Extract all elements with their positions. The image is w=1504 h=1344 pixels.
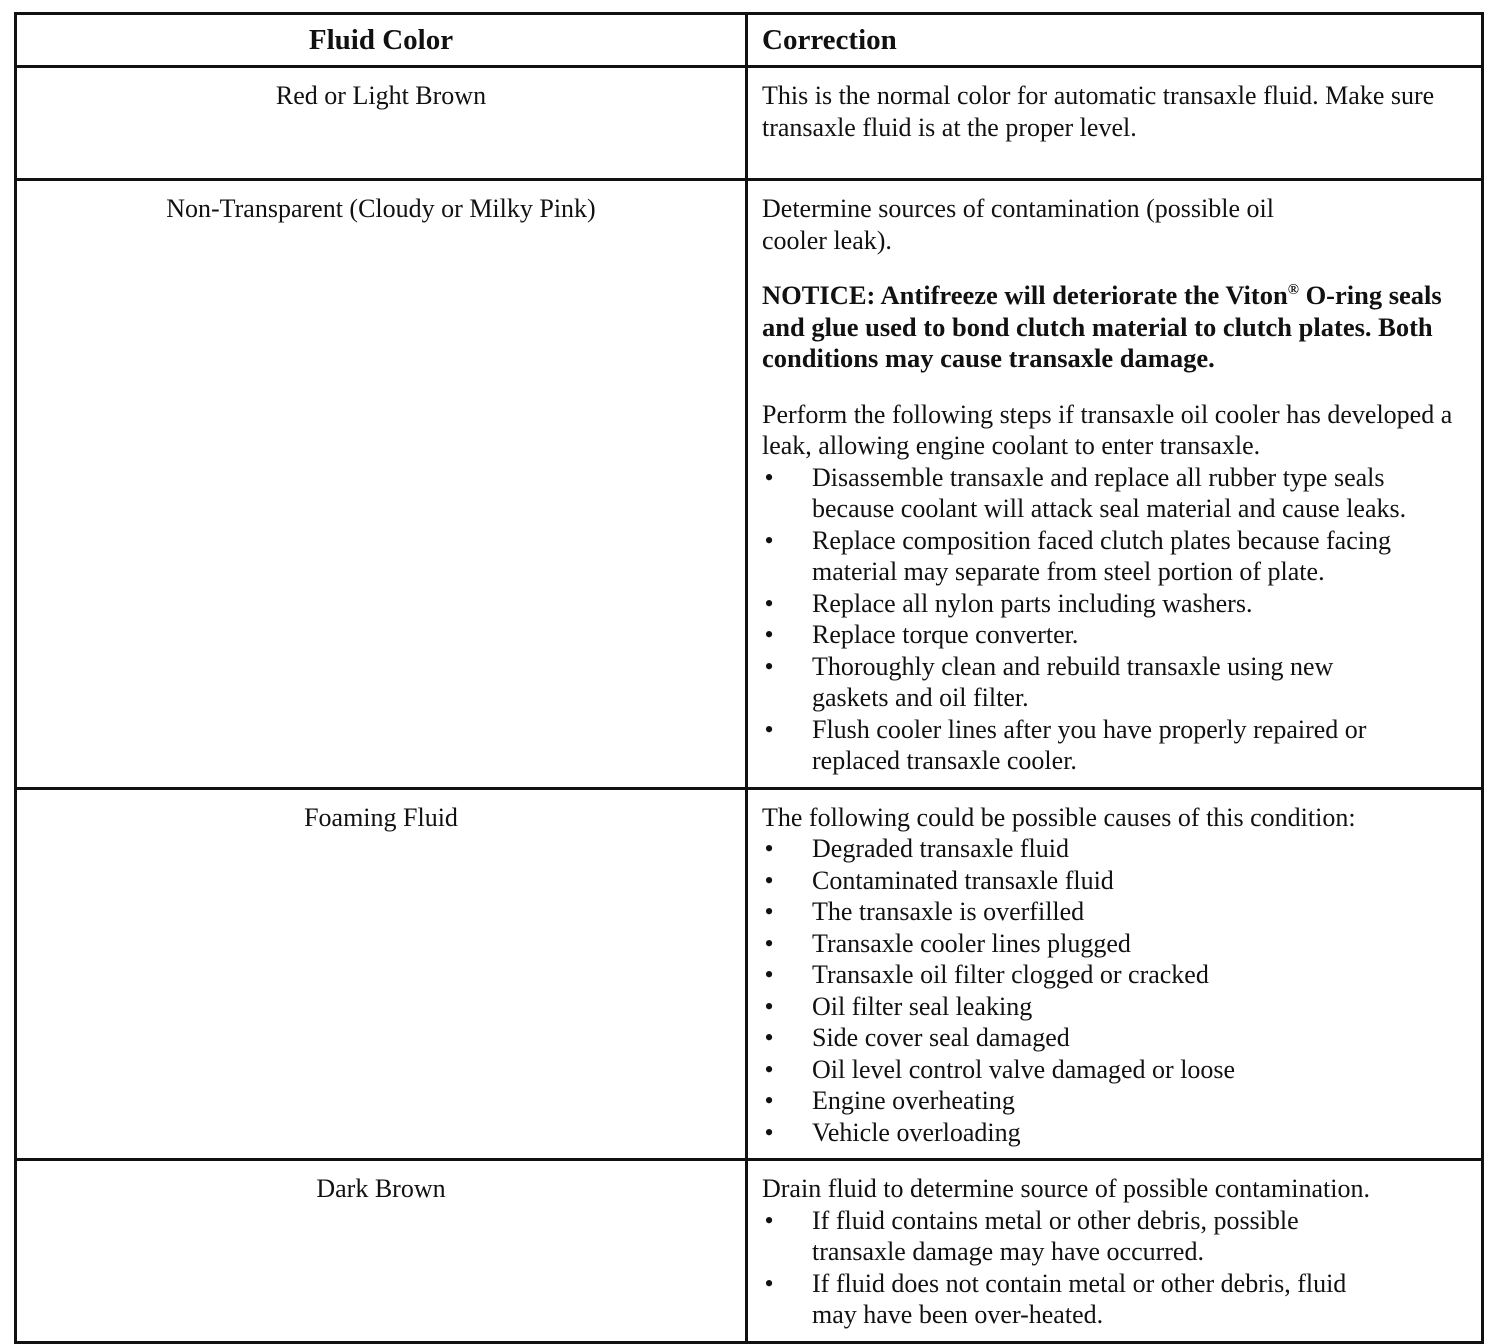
list-item — [762, 1268, 1392, 1331]
bullet-icon: • — [764, 525, 774, 555]
list-item — [762, 462, 1473, 525]
list-item — [762, 619, 1473, 651]
list-item-text: Transaxle oil filter clogged or cracked — [812, 960, 1209, 989]
list-item — [762, 1054, 1473, 1086]
list-item-text: Disassemble transaxle and replace all rubber type seals because coolant will attack seal material and cause leaks. — [812, 462, 1407, 523]
correction-cell — [747, 67, 1483, 180]
list-item — [762, 865, 1473, 897]
fluid-color-cell: Dark Brown — [16, 1160, 747, 1343]
correction-cell — [747, 180, 1483, 789]
bullet-icon: • — [764, 1023, 774, 1052]
notice-text-start: NOTICE: Antifreeze will deteriorate the Viton — [762, 280, 1288, 310]
list-item — [762, 1205, 1392, 1268]
notice-text-end: O-ring seals and glue used to bond clutch material to clutch plates. Both conditions may cause transaxle damage. — [762, 280, 1442, 373]
bullet-icon: • — [764, 1117, 774, 1147]
bullet-icon: • — [764, 714, 774, 744]
table-row — [16, 788, 1483, 1160]
list-item-text: Side cover seal damaged — [812, 1023, 1070, 1052]
causes-list — [762, 833, 1473, 1148]
bullet-icon: • — [764, 1205, 774, 1235]
list-item-text: If fluid does not contain metal or other debris, fluid may have been over-heated. — [812, 1268, 1347, 1329]
bullet-icon: • — [764, 865, 774, 895]
list-item-text: Replace composition faced clutch plates because facing material may separate from steel portion of plate. — [812, 525, 1391, 586]
list-item — [762, 833, 1473, 865]
list-item-text: Flush cooler lines after you have properly repaired or replaced transaxle cooler. — [812, 714, 1367, 775]
notice-text — [762, 280, 1473, 375]
list-item-text: Vehicle overloading — [812, 1117, 1021, 1147]
list-item — [762, 896, 1473, 928]
correction-text: Drain fluid to determine source of possible contamination. — [762, 1174, 1370, 1203]
list-item-text: Oil filter seal leaking — [812, 991, 1033, 1021]
bullet-icon: • — [764, 588, 774, 618]
table-row — [16, 67, 1483, 180]
list-item — [762, 1117, 1473, 1149]
list-item-text: Replace all nylon parts including washers. — [812, 588, 1253, 618]
fluid-color-table — [14, 12, 1484, 1344]
list-item — [762, 959, 1473, 991]
list-item — [762, 525, 1473, 588]
list-item — [762, 714, 1432, 777]
bullet-icon: • — [764, 462, 774, 492]
debris-list — [762, 1205, 1473, 1331]
fluid-color-cell: Foaming Fluid — [16, 788, 747, 1160]
list-item — [762, 1085, 1473, 1117]
fluid-color-header: Fluid Color — [16, 14, 747, 67]
bullet-icon: • — [764, 897, 774, 926]
correction-text: Determine sources of contamination (possible oil cooler leak). — [762, 194, 1274, 255]
list-item — [762, 1022, 1473, 1054]
list-item-text: Oil level control valve damaged or loose — [812, 1054, 1236, 1084]
bullet-icon: • — [764, 1268, 774, 1298]
list-item-text: Contaminated transaxle fluid — [812, 865, 1114, 895]
bullet-icon: • — [764, 928, 774, 958]
header-row — [16, 14, 1483, 67]
list-item — [762, 651, 1372, 714]
table-row — [16, 1160, 1483, 1343]
fluid-color-cell: Red or Light Brown — [16, 67, 747, 180]
list-item-text: Engine overheating — [812, 1086, 1015, 1115]
list-item-text: If fluid contains metal or other debris, possible transaxle damage may have occurred. — [812, 1205, 1299, 1266]
bullet-icon: • — [764, 1054, 774, 1084]
steps-list — [762, 462, 1473, 777]
list-item-text: Transaxle cooler lines plugged — [812, 928, 1131, 958]
correction-cell — [747, 788, 1483, 1160]
correction-text: The following could be possible causes of this condition: — [762, 802, 1356, 832]
list-item — [762, 588, 1473, 620]
registered-mark: ® — [1287, 282, 1299, 299]
bullet-icon: • — [764, 834, 774, 863]
list-item-text: Thoroughly clean and rebuild transaxle using new gaskets and oil filter. — [812, 651, 1334, 712]
list-item — [762, 928, 1473, 960]
bullet-icon: • — [764, 651, 774, 681]
correction-text: This is the normal color for automatic transaxle fluid. Make sure transaxle fluid is at the proper level. — [762, 81, 1435, 142]
steps-intro-text: Perform the following steps if transaxle oil cooler has developed a leak, allowing engine coolant to enter transaxle. — [762, 399, 1453, 460]
fluid-color-cell: Non-Transparent (Cloudy or Milky Pink) — [16, 180, 747, 789]
bullet-icon: • — [764, 1086, 774, 1115]
correction-cell — [747, 1160, 1483, 1343]
bullet-icon: • — [764, 991, 774, 1021]
list-item-text: The transaxle is overfilled — [812, 897, 1085, 926]
bullet-icon: • — [764, 960, 774, 989]
correction-header: Correction — [747, 14, 1483, 67]
table-row — [16, 180, 1483, 789]
list-item-text: Replace torque converter. — [812, 620, 1079, 649]
list-item-text: Degraded transaxle fluid — [812, 834, 1070, 863]
list-item — [762, 991, 1473, 1023]
bullet-icon: • — [764, 620, 774, 649]
